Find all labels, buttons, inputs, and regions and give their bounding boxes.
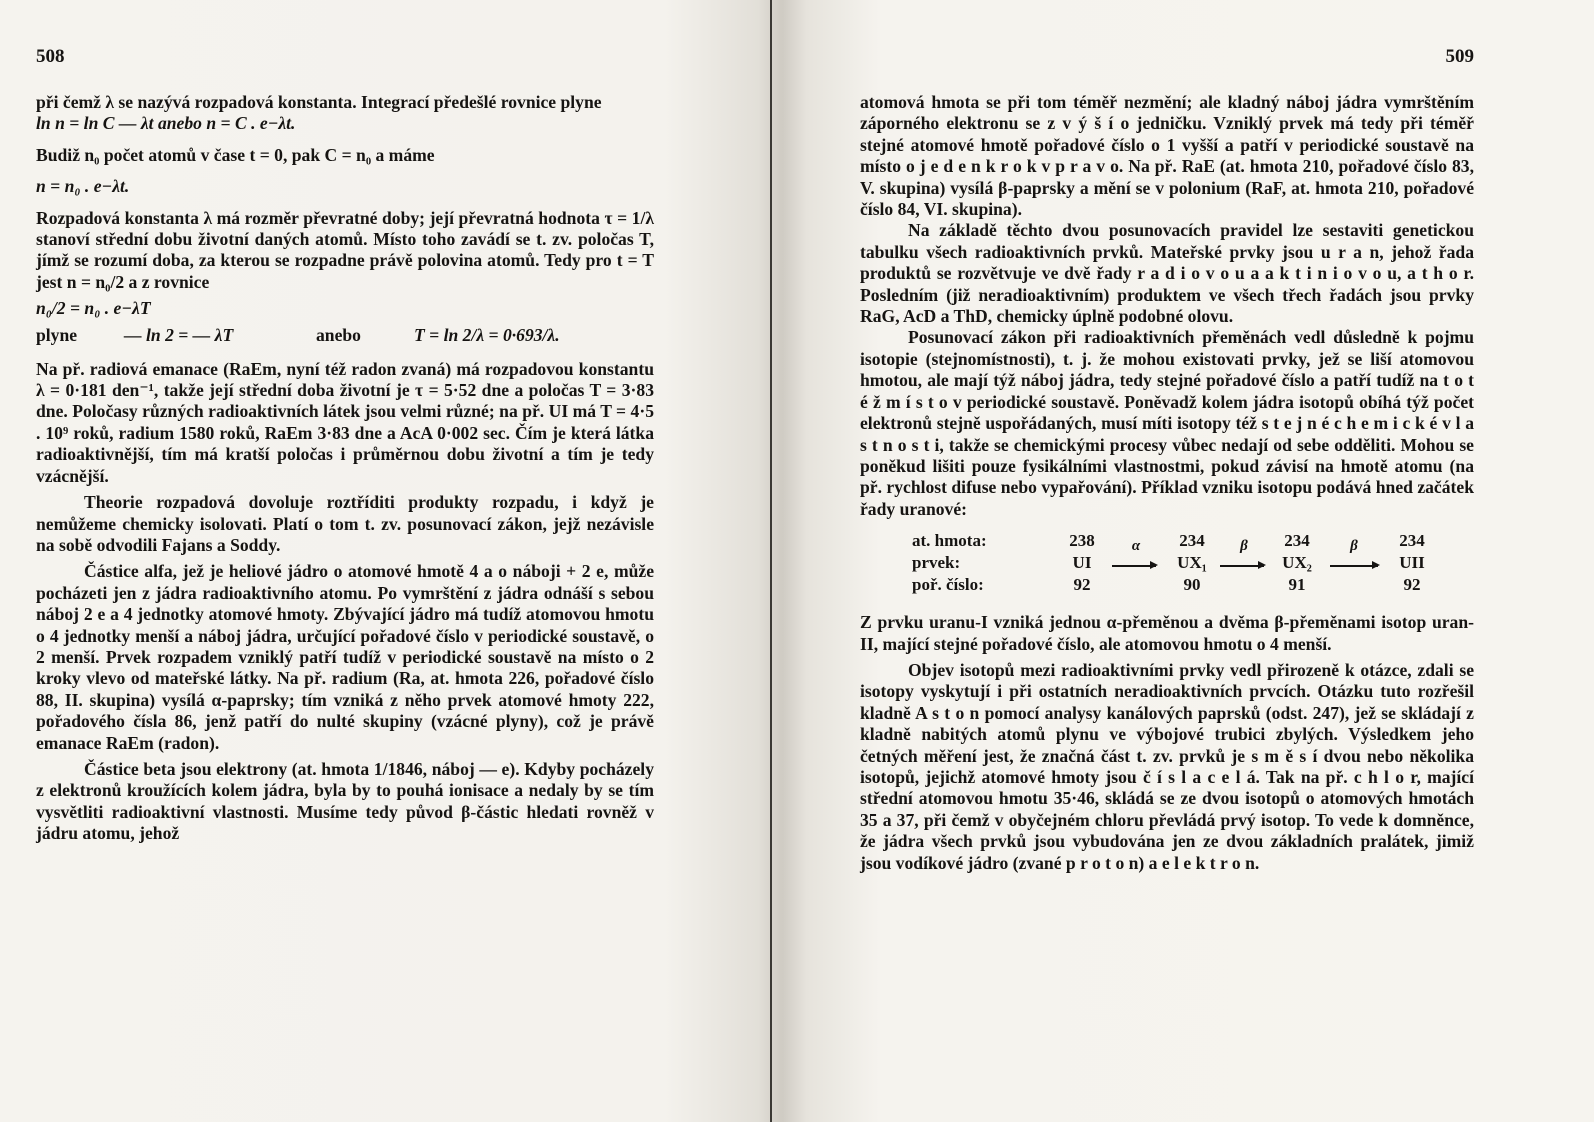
equation: T = ln 2/λ = 0·693/λ.	[414, 324, 560, 345]
mass-cell: 234	[1284, 531, 1310, 551]
decay-arrow	[1330, 565, 1378, 567]
equation: n = n₀ . e−λt.	[36, 176, 130, 197]
decay-arrow	[1220, 565, 1264, 567]
equation: n₀/2 = n₀ . e−λT	[36, 298, 151, 319]
paragraph: Na př. radiová emanace (RaEm, nyní též radon zvaná) má rozpadovou konstantu λ = 0·181 den⁻¹, takže její střední doba životní je τ = 5·52 dne a poločas T = 3·83 dne. Poločasy různých radioaktivních látek jsou velmi různé; na př. UI má T = 4·5 . 10⁹ roků, radium 1580 roků, RaEm 3·83 dne a AcA 0·002 sec. Čím je která látka radioaktivnější, tím má kratší poločas i průměrnou dobu životní a tím je tedy vzácnější.	[36, 358, 654, 486]
equation-row	[36, 325, 654, 349]
left-page	[0, 0, 782, 1122]
equation-label: plyne	[36, 324, 78, 345]
paragraph: Částice alfa, jež je heliové jádro o atomové hmotě 4 a o náboji + 2 e, může pocházeti jen z jádra radioaktivního atomu. Po vymrštění z jádra odnáší s sebou náboj 2 e a 4 jednotky atomové hmoty. Zbývající jádro má tudíž atomovou hmotu o 4 jednotky menší a náboj jádra, určující pořadové číslo v periodické soustavě, o 2 menší. Prvek rozpadem vzniklý patří tudíž v periodické soustavě na místo o 2 kroky vlevo od mateřské látky. Na př. radium (Ra, at. hmota 226, pořadové číslo 88, II. skupina) vysílá α-paprsky; tím vzniká z něho prvek atomové hmoty 222, pořadového čísla 86, jenž patří do nulté skupiny (vzácné plyny), což je právě emanace RaEm (radon).	[36, 561, 654, 753]
book-gutter	[770, 0, 772, 1122]
right-text-column	[860, 92, 1474, 874]
page-number: 509	[1445, 46, 1474, 67]
mass-cell: 234	[1179, 531, 1205, 551]
paragraph: Objev isotopů mezi radioaktivními prvky vedl přirozeně k otázce, zdali se isotopy vyskytují i při ostatních neradioaktivních prvcích. Otázku tuto rozřešil kladně A s t o n pomocí analysy kanálových paprsků (odst. 247), jež se skládají z kladně nabitých atomů plynu ve výbojové trubici zbylých. Výsledkem jeho četných měření jest, že značná část t. zv. prvků je s m ě s í dvou nebo několika isotopů, jejichž atomové hmoty jsou č í s l a c e l á. Tak na př. c h l o r, mající střední atomovou hmotu 35·46, skládá se ze dvou isotopů o atomových hmotách 35 a 37, při čemž v obyčejném chloru převládá prvý isotop. To vede k domněnce, že jádra všech prvků jsou vybudována jen ze dvou základních pralátek, jimiž jsou vodíkové jádro (zvané p r o t o n) a e l e k t r o n.	[860, 659, 1474, 873]
mass-cell: 238	[1069, 531, 1095, 551]
element-cell: UII	[1399, 553, 1425, 573]
number-cell: 92	[1073, 575, 1091, 595]
number-cell: 90	[1183, 575, 1201, 595]
paragraph: Budiž n₀ počet atomů v čase t = 0, pak C = n₀ a máme	[36, 144, 435, 165]
row-label: poř. číslo:	[912, 575, 984, 595]
equation: — ln 2 = — λT	[124, 324, 234, 345]
paragraph: Z prvku uranu-I vzniká jednou α-přeměnou a dvěma β-přeměnami isotop uran-II, mající stejné pořadové číslo, ale atomovou hmotu o 4 menší.	[860, 612, 1474, 654]
equation: ln n = ln C — λt anebo n = C . e−λt.	[36, 113, 296, 134]
element-cell: UX₂	[1282, 553, 1312, 573]
transition-label: β	[1350, 538, 1358, 555]
paragraph: Posunovací zákon při radioaktivních přeměnách vedl důsledně k pojmu isotopie (stejnomístnosti), t. j. že mohou existovati prvky, jež se liší atomovou hmotou, ale mají týž náboj jádra, tedy stejné pořadové číslo a patří tudíž na t o t é ž m í s t o v periodické soustavě. Poněvadž kolem jádra isotopů obíhá týž počet elektronů stejně uspořádaných, musí míti isotopy též s t e j n é c h e m i c k é v l a s t n o s t i, takže se chemickými procesy vůbec nedají od sebe odděliti. Mohou se poněkud lišiti pouze fysikálními vlastnostmi, pokud závisí na hmotě atomu (na př. rychlost difuse nebo vypařování). Příklad vzniku isotopu podává hned začátek řady uranové:	[860, 327, 1474, 519]
equation-connector: anebo	[316, 324, 361, 345]
row-label: at. hmota:	[912, 531, 987, 551]
decay-table	[912, 530, 1474, 602]
paragraph: Částice beta jsou elektrony (at. hmota 1/1846, náboj — e). Kdyby pocházely z elektronů kroužících kolem jádra, byla by to pouhá ionisace a nedaly by se tím vysvětliti radioaktivní vlastnosti. Musíme tedy původ β-částic hledati rovněž v jádru atomu, jehož	[36, 758, 654, 844]
left-text-column	[36, 92, 654, 845]
element-cell: UI	[1072, 553, 1092, 573]
paragraph: při čemž λ se nazývá rozpadová konstanta. Integrací předešlé rovnice plyne	[36, 92, 602, 112]
row-label: prvek:	[912, 553, 961, 573]
paragraph: Theorie rozpadová dovoluje roztříditi produkty rozpadu, i když je nemůžeme chemicky isolovati. Platí o tom t. zv. posunovací zákon, jejž nezávisle na sobě odvodili Fajans a Soddy.	[36, 492, 654, 555]
transition-label: β	[1240, 538, 1248, 555]
mass-cell: 234	[1399, 531, 1425, 551]
page-number: 508	[36, 46, 65, 67]
decay-arrow	[1112, 565, 1156, 567]
number-cell: 92	[1403, 575, 1421, 595]
paragraph: atomová hmota se při tom téměř nezmění; ale kladný náboj jádra vymrštěním záporného elektronu se z v ý š í o jedničku. Vzniklý prvek má tedy při téměř stejné atomové hmotě pořadové číslo o 1 vyšší a patří v periodické soustavě na místo o j e d e n k r o k v p r a v o. Na př. RaE (at. hmota 210, pořadové číslo 83, V. skupina) vysílá β-paprsky a mění se v polonium (RaF, at. hmota 210, pořadové číslo 84, VI. skupina).	[860, 92, 1474, 220]
paragraph: Na základě těchto dvou posunovacích pravidel lze sestaviti genetickou tabulku všech radioaktivních prvků. Mateřské prvky jsou u r a n, jehož řada produktů se rozvětvuje ve dvě řady r a d i o v o u a a k t i n i o v o u, a t h o r. Posledním (již neradioaktivním) produktem ve všech třech řadách jsou prvky RaG, AcD a ThD, chemicky úplně podobné olovu.	[860, 220, 1474, 327]
transition-label: α	[1131, 538, 1141, 555]
paragraph: Rozpadová konstanta λ má rozměr převratné doby; její převratná hodnota τ = 1/λ stanoví střední dobu životní daných atomů. Místo toho zavádí se t. zv. poločas T, jímž se rozumí doba, za kterou se rozpadne právě polovina atomů. Tedy pro t = T jest n = n₀/2 a z rovnice	[36, 207, 654, 292]
number-cell: 91	[1288, 575, 1306, 595]
element-cell: UX₁	[1177, 553, 1207, 573]
